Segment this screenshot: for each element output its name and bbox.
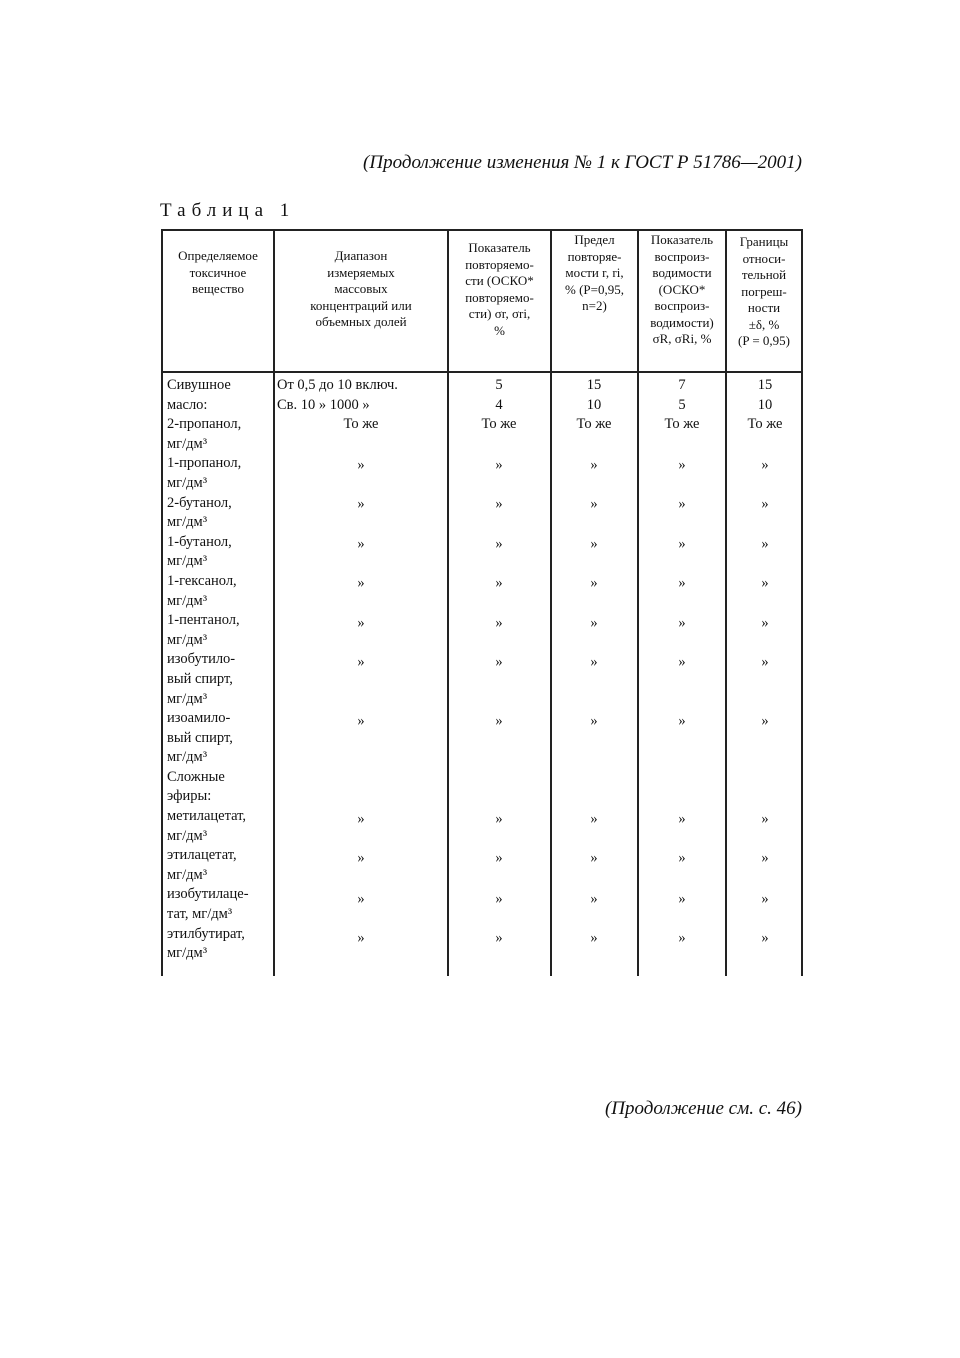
ditto-mark: » (590, 575, 598, 591)
header-line: вещество (192, 281, 244, 296)
ditto-mark: » (590, 457, 598, 473)
ditto-mark: » (590, 654, 598, 670)
ditto-mark: » (495, 615, 503, 631)
value-cell: 5 (495, 377, 503, 393)
header-line: % (P=0,95, (565, 281, 624, 297)
substance-line: тат, мг/дм³ (167, 906, 233, 923)
ditto-mark: » (357, 850, 365, 866)
col-rule-1 (273, 229, 275, 976)
ditto-mark: » (678, 654, 686, 670)
header-line: повторяемо- (465, 256, 534, 272)
ditto-mark: » (357, 811, 365, 827)
substance-line: мг/дм³ (167, 474, 208, 491)
ditto-mark: » (761, 536, 769, 552)
value-cell: 7 (678, 377, 686, 393)
value-cell: 15 (757, 377, 773, 393)
header-line: объемных долей (315, 314, 407, 329)
ditto-mark: » (495, 457, 503, 473)
col-rule-left (161, 229, 163, 976)
continuation-footer: (Продолжение см. с. 46) (604, 1098, 802, 1119)
header-substance (163, 248, 273, 298)
substance-line: этилацетат, (167, 847, 237, 864)
substance-line: 1-гексанол, (167, 572, 237, 589)
table-top-rule (161, 229, 803, 231)
header-line: токсичное (189, 264, 247, 280)
header-line: Показатель (468, 240, 531, 255)
ditto-mark: » (590, 615, 598, 631)
ditto-mark: » (678, 811, 686, 827)
value-cell: 5 (678, 396, 686, 413)
ditto-mark: » (357, 930, 365, 946)
substance-column (167, 376, 273, 964)
substance-line: мг/дм³ (167, 749, 208, 766)
ditto-mark: » (357, 654, 365, 670)
substance-line: вый спирт, (167, 729, 233, 746)
header-line: n=2) (582, 298, 607, 313)
ditto-mark: » (357, 615, 365, 631)
substance-line: 1-пропанол, (167, 455, 242, 472)
ditto-mark: » (761, 496, 769, 512)
header-line: водимости) (650, 314, 714, 330)
value-cell: 15 (586, 377, 602, 393)
substance-line: мг/дм³ (167, 435, 208, 452)
header-reproducibility-index (639, 232, 725, 348)
range-line: То же (343, 416, 379, 433)
ditto-mark: » (590, 536, 598, 552)
ditto-mark: » (495, 575, 503, 591)
substance-line: изоамило- (167, 710, 231, 727)
range-line: Св. 10 » 1000 » (277, 396, 370, 413)
error-bounds-column (728, 376, 802, 435)
header-line: Диапазон (334, 248, 388, 263)
ditto-mark: » (678, 457, 686, 473)
ditto-mark: » (357, 536, 365, 552)
substance-line: 1-бутанол, (167, 533, 232, 550)
ditto-mark: » (761, 575, 769, 591)
value-cell: То же (481, 416, 517, 433)
substance-line: метилацетат, (167, 808, 247, 825)
header-line: сти (ОСКО* (465, 273, 534, 288)
header-line: водимости (652, 265, 712, 280)
substance-line: мг/дм³ (167, 631, 208, 648)
value-cell: 4 (495, 396, 503, 413)
ditto-mark: » (678, 713, 686, 729)
header-line: воспроиз- (654, 298, 710, 313)
substance-line: вый спирт, (167, 670, 233, 687)
header-line: погреш- (741, 283, 787, 299)
ditto-mark: » (357, 575, 365, 591)
ditto-mark: » (590, 496, 598, 512)
substance-line: масло: (167, 396, 208, 413)
ditto-mark: » (590, 713, 598, 729)
ditto-mark: » (761, 811, 769, 827)
ditto-mark: » (357, 713, 365, 729)
ditto-mark: » (495, 850, 503, 866)
header-repeatability-limit (552, 232, 637, 315)
repeatability-limit-column (553, 376, 635, 435)
header-line: относи- (742, 250, 786, 266)
header-line: % (494, 322, 505, 338)
range-column (277, 376, 445, 435)
value-cell: 10 (586, 396, 602, 413)
header-line: ности (747, 300, 781, 315)
header-line: повторяемо- (465, 289, 534, 305)
ditto-mark: » (495, 654, 503, 670)
header-line: мости r, ri, (565, 265, 624, 280)
continuation-header: (Продолжение изменения № 1 к ГОСТ Р 51786—2001) (363, 152, 802, 173)
substance-line: Сложные (167, 768, 225, 785)
value-cell: То же (576, 416, 612, 433)
col-rule-3 (550, 229, 552, 976)
substance-line: изобутило- (167, 651, 236, 668)
ditto-mark: » (761, 850, 769, 866)
substance-line: мг/дм³ (167, 514, 208, 531)
header-line: воспроиз- (654, 248, 710, 264)
header-line: сти) σr, σri, (468, 306, 531, 321)
substance-line: 1-пентанол, (167, 612, 240, 629)
ditto-mark: » (761, 713, 769, 729)
ditto-mark: » (357, 891, 365, 907)
repeatability-index-column (450, 376, 548, 435)
ditto-mark: » (590, 930, 598, 946)
ditto-mark: » (590, 811, 598, 827)
substance-line: эфиры: (167, 788, 212, 805)
ditto-mark: » (495, 713, 503, 729)
ditto-mark: » (761, 615, 769, 631)
header-line: Предел (574, 232, 615, 247)
substance-line: изобутилаце- (167, 886, 249, 903)
substance-line: мг/дм³ (167, 553, 208, 570)
header-line: Границы (739, 234, 789, 249)
col-rule-2 (447, 229, 449, 976)
header-range (275, 248, 447, 331)
ditto-mark: » (495, 891, 503, 907)
ditto-mark: » (761, 891, 769, 907)
header-line: измеряемых (327, 264, 395, 280)
ditto-mark: » (495, 811, 503, 827)
ditto-mark: » (678, 930, 686, 946)
header-line: (P = 0,95) (738, 333, 790, 348)
substance-line: мг/дм³ (167, 866, 208, 883)
substance-line: 2-бутанол, (167, 494, 232, 511)
header-line: Показатель (650, 232, 714, 247)
header-line: массовых (334, 281, 388, 296)
substance-line: этилбутират, (167, 925, 245, 942)
ditto-mark: » (678, 536, 686, 552)
value-cell: То же (747, 416, 783, 433)
header-line: тельной (741, 267, 787, 282)
value-cell: 10 (757, 396, 773, 413)
header-line: повторяе- (567, 248, 622, 264)
ditto-mark: » (678, 615, 686, 631)
header-line: σR, σRi, % (652, 331, 712, 346)
ditto-mark: » (761, 654, 769, 670)
header-line: (ОСКО* (658, 281, 706, 297)
ditto-mark: » (590, 891, 598, 907)
value-cell: То же (664, 416, 700, 433)
ditto-mark: » (678, 496, 686, 512)
ditto-mark: » (761, 457, 769, 473)
substance-line: 2-пропанол, (167, 416, 242, 433)
ditto-mark: » (495, 496, 503, 512)
ditto-mark: » (761, 930, 769, 946)
substance-line: мг/дм³ (167, 592, 208, 609)
substance-line: мг/дм³ (167, 945, 208, 962)
substance-line: мг/дм³ (167, 827, 208, 844)
ditto-mark: » (495, 930, 503, 946)
ditto-mark: » (495, 536, 503, 552)
substance-line: мг/дм³ (167, 690, 208, 707)
header-line: Определяемое (178, 248, 258, 263)
substance-line: Сивушное (167, 377, 231, 393)
ditto-mark: » (590, 850, 598, 866)
ditto-mark: » (357, 457, 365, 473)
ditto-mark: » (678, 891, 686, 907)
header-error-bounds (727, 234, 801, 350)
reproducibility-index-column (640, 376, 724, 435)
header-line: концентраций или (310, 297, 412, 313)
ditto-mark: » (357, 496, 365, 512)
ditto-mark: » (678, 850, 686, 866)
range-line: От 0,5 до 10 включ. (277, 377, 398, 393)
header-repeatability-index (449, 240, 550, 339)
ditto-mark: » (678, 575, 686, 591)
header-line: ±δ, % (748, 316, 780, 332)
header-bottom-rule (161, 371, 803, 373)
table-caption: Таблица 1 (160, 200, 296, 221)
